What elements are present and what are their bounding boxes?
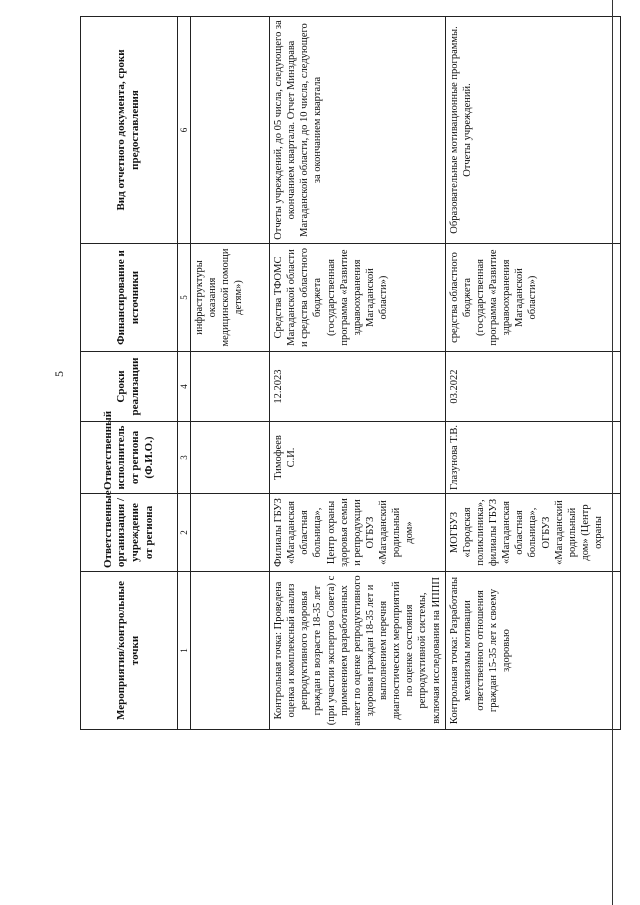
cell-deadline — [191, 352, 270, 422]
cell-executor: Глазунова Т.В. — [445, 422, 620, 494]
header-report: Вид отчетного документа, сроки предоставления — [81, 17, 178, 244]
cell-report — [191, 17, 270, 244]
cell-funding: Средства ТФОМС Магаданской области и средства областного бюджета (государственная программа «Развитие здравоохранения Магаданской области») — [270, 244, 446, 352]
cell-activity — [191, 572, 270, 730]
header-funding: Финансирование и источники — [81, 244, 178, 352]
cell-report: Образовательные мотивационные программы. Отчеты учреждений. — [445, 17, 620, 244]
cell-deadline: 03.2022 — [445, 352, 620, 422]
column-number: 4 — [178, 352, 191, 422]
column-number: 3 — [178, 422, 191, 494]
page-number: 5 — [52, 371, 66, 377]
column-number: 6 — [178, 17, 191, 244]
header-deadline: Сроки реализации — [81, 352, 178, 422]
table-header-row — [81, 17, 178, 730]
cell-executor: Тимофеев С.И. — [270, 422, 446, 494]
cell-organization — [191, 494, 270, 572]
column-number: 2 — [178, 494, 191, 572]
cell-report: Отчеты учреждений, до 05 числа, следующего за окончанием квартала. Отчет Минздрава Магаданской области, до 10 числа, следующего за окончанием квартала — [270, 17, 446, 244]
action-plan-table — [80, 16, 621, 730]
cell-funding: средства областного бюджета (государственная программа «Развитие здравоохранения Магаданской области») — [445, 244, 620, 352]
table-row — [270, 17, 446, 730]
column-number-row — [178, 17, 191, 730]
cell-funding: инфраструктуры оказания медицинской помощи детям») — [191, 244, 270, 352]
header-activity: Мероприятия/контрольные точки — [81, 572, 178, 730]
cell-organization: МОГБУЗ «Городская поликлиника», филиалы ГБУЗ «Магаданская областная больница», ОГБУЗ «Магаданский родильный дом» (Центр охраны — [445, 494, 620, 572]
page-bottom-rule — [612, 0, 613, 905]
cell-activity: Контрольная точка: Разработаны механизмы мотивации ответственного отношения граждан 15-35 лет к своему здоровью — [445, 572, 620, 730]
cell-executor — [191, 422, 270, 494]
cell-activity: Контрольная точка: Проведена оценка и комплексный анализ репродуктивного здоровья граждан в возрасте 18-35 лет (при участии экспертов Совета) с применением разработанных анкет по оценке репродуктивного здоровья граждан 18-35 лет и выполнением перечня диагностических мероприятий по оценке состояния репродуктивной системы, включая исследования на ИППП — [270, 572, 446, 730]
column-number: 1 — [178, 572, 191, 730]
cell-organization: Филиалы ГБУЗ «Магаданская областная больница», Центр охраны здоровья семьи и репродукции ОГБУЗ «Магаданский родильный дом» — [270, 494, 446, 572]
cell-deadline: 12.2023 — [270, 352, 446, 422]
table-row — [191, 17, 270, 730]
column-number: 5 — [178, 244, 191, 352]
header-organization: Ответственные организация / учреждение от региона — [81, 494, 178, 572]
header-executor: Ответственный исполнитель от региона (Ф.И.О.) — [81, 422, 178, 494]
table-row — [445, 17, 620, 730]
